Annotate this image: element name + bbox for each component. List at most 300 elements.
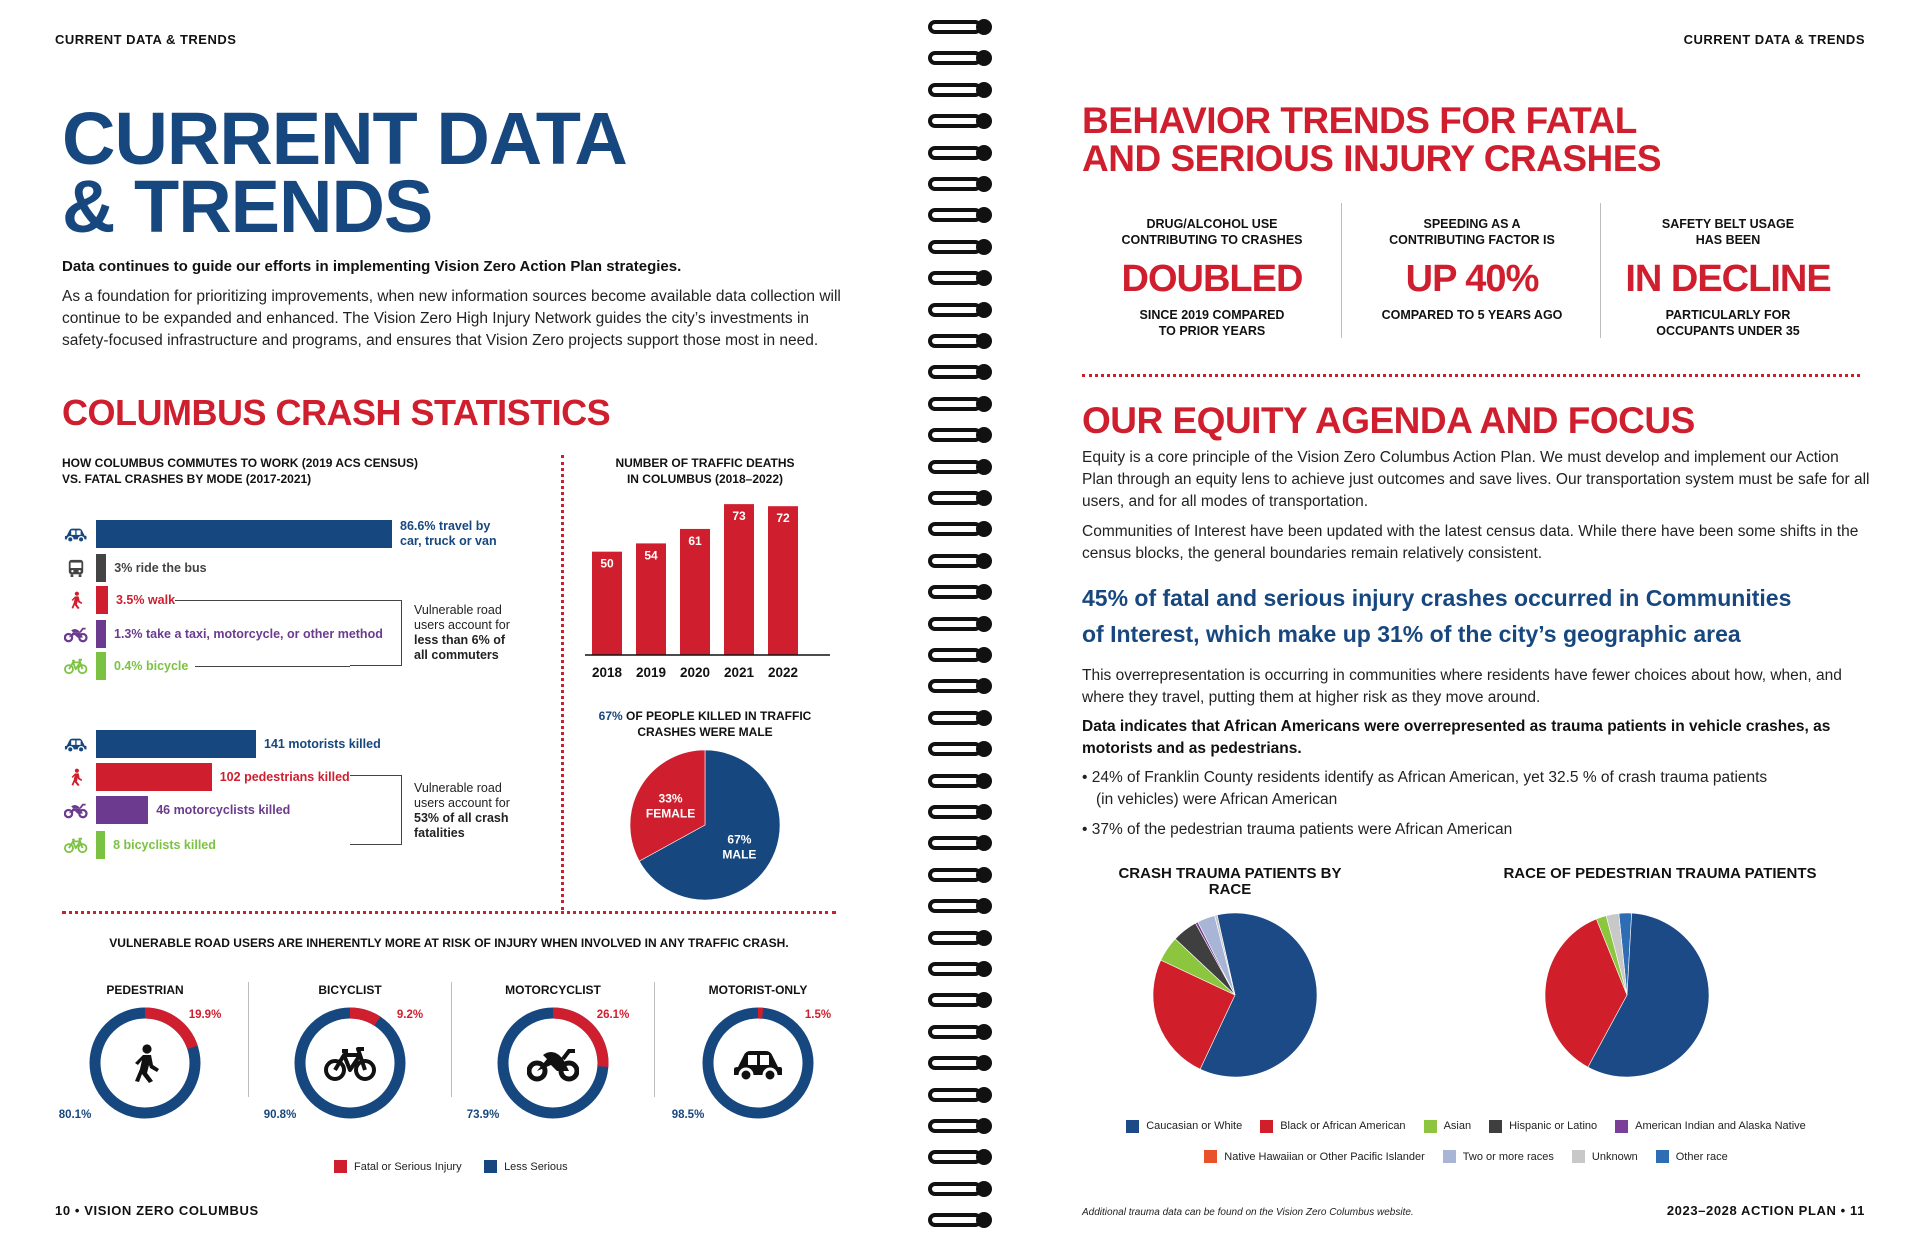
fatalities-bar [96, 730, 256, 758]
binding-ring [928, 458, 992, 476]
death-bar [724, 504, 754, 655]
pedestrian-icon [62, 590, 90, 610]
legend-less-serious [484, 1160, 568, 1173]
binding-ring [928, 81, 992, 99]
behavior-sub-line: SINCE 2019 COMPARED [1139, 308, 1285, 322]
commute-bar-label [114, 561, 206, 576]
death-bar-year: 2019 [635, 665, 667, 680]
ring-loop [928, 146, 982, 160]
binding-ring [928, 1180, 992, 1198]
binding-ring [928, 301, 992, 319]
communities-stat-line-1: 45% of fatal and serious injury crashes occurred in Communities [1082, 585, 1792, 611]
pedestrian-icon [62, 767, 90, 787]
legend-swatch [1656, 1150, 1669, 1163]
divider [1341, 203, 1342, 338]
vulnerable-users-title: VULNERABLE ROAD USERS ARE INHERENTLY MORE AT RISK OF INJURY WHEN INVOLVED IN ANY TRAFFIC CRASH. [109, 936, 789, 950]
ring-loop [928, 1213, 982, 1227]
ring-hole [976, 804, 992, 820]
binding-ring [928, 1117, 992, 1135]
binding-ring [928, 583, 992, 601]
death-bar-value: 54 [644, 548, 658, 563]
ring-hole [976, 1118, 992, 1134]
ring-loop [928, 428, 982, 442]
behavior-sub-line: COMPARED TO 5 YEARS AGO [1381, 308, 1563, 322]
binding-ring [928, 520, 992, 538]
commute-bar [96, 554, 106, 582]
ring-hole [976, 992, 992, 1008]
ring-hole [976, 364, 992, 380]
ring-hole [976, 898, 992, 914]
ring-loop [928, 271, 982, 285]
ring-loop [928, 83, 982, 97]
binding-ring [928, 1148, 992, 1166]
commute-row [62, 588, 175, 612]
donut-fatal-label: 1.5% [804, 1009, 832, 1021]
legend-swatch [1572, 1150, 1585, 1163]
ring-hole [976, 239, 992, 255]
race-legend-item [1260, 1112, 1405, 1140]
divider [654, 982, 655, 1097]
behavior-stat-value: IN DECLINE [1625, 258, 1831, 300]
behavior-stat-value: DOUBLED [1121, 258, 1303, 300]
legend-fatal [334, 1160, 462, 1173]
pedestrian-race-title: RACE OF PEDESTRIAN TRAUMA PATIENTS [1503, 865, 1817, 882]
ring-loop [928, 585, 982, 599]
binding-ring [928, 866, 992, 884]
ring-loop [928, 711, 982, 725]
pedestrian-icon [115, 1041, 175, 1085]
behavior-stat-value: UP 40% [1405, 258, 1539, 300]
leader-line [175, 600, 350, 601]
ring-hole [976, 1055, 992, 1071]
binding-ring [928, 552, 992, 570]
column-divider [561, 455, 564, 910]
commute-title-line-2: VS. FATAL CRASHES BY MODE (2017-2021) [62, 472, 312, 486]
legend-swatch [1424, 1120, 1437, 1133]
death-bar [768, 506, 798, 655]
pie-slice-percent: 67% [727, 832, 752, 847]
legend-swatch [1615, 1120, 1628, 1133]
behavior-heading-line: SAFETY BELT USAGE [1661, 217, 1795, 231]
fatalities-row [62, 798, 290, 822]
ring-loop [928, 805, 982, 819]
legend-swatch [334, 1160, 347, 1173]
ring-hole [976, 333, 992, 349]
ring-hole [976, 930, 992, 946]
leader-line [195, 666, 350, 667]
fatalities-row [62, 765, 350, 789]
legend-swatch [1126, 1120, 1139, 1133]
donut-fatal-label: 19.9% [188, 1009, 222, 1021]
ring-hole [976, 961, 992, 977]
overrepresentation-paragraph: This overrepresentation is occurring in communities where residents have fewer choices about how, when, and where they travel, putting them at higher risk as they move around. [1082, 667, 1842, 706]
death-bar-year: 2018 [591, 665, 623, 680]
race-legend-item [1424, 1112, 1472, 1140]
donut-less-label: 90.8% [263, 1109, 297, 1121]
bicycle-icon [62, 656, 90, 676]
death-bar-year: 2021 [723, 665, 755, 680]
donut-less-label: 80.1% [58, 1109, 92, 1121]
ring-hole [976, 490, 992, 506]
car-icon [62, 734, 90, 754]
commute-bar-label [114, 659, 188, 674]
binding-ring [928, 1086, 992, 1104]
ring-hole [976, 773, 992, 789]
legend-label: Black or African American [1280, 1120, 1406, 1132]
behavior-heading-line: HAS BEEN [1695, 233, 1761, 247]
binding-ring [928, 489, 992, 507]
crash-trauma-race-pie-chart [1150, 895, 1320, 1095]
commute-bar-label-line: car, truck or van [400, 534, 497, 548]
commute-title-line-1: HOW COLUMBUS COMMUTES TO WORK (2019 ACS CENSUS) [62, 456, 419, 470]
page-footer: 10 • VISION ZERO COLUMBUS [55, 1203, 259, 1218]
commute-bar [96, 586, 108, 614]
male-pie-title-pct: 67% [598, 709, 623, 723]
ring-loop [928, 1025, 982, 1039]
ring-hole [976, 616, 992, 632]
race-legend-item [1443, 1143, 1554, 1171]
fatalities-note-line: Vulnerable road [414, 781, 502, 795]
binding-ring [928, 144, 992, 162]
data-indicates-text: Data indicates that African Americans were overrepresented as trauma patients in vehicle crashes, as motorists and as pedestrians. [1082, 718, 1831, 757]
ring-loop [928, 648, 982, 662]
bullet-1-line-1: • 24% of Franklin County residents identify as African American, yet 32.5 % of crash trauma patients [1082, 769, 1768, 786]
binding-ring [928, 175, 992, 193]
commute-bar-label-line: 3% ride the bus [114, 560, 207, 575]
donut-title: MOTORCYCLIST [505, 983, 601, 997]
ring-hole [976, 553, 992, 569]
behavior-stat-subtext [1342, 307, 1602, 323]
fatalities-note-line: users account for [414, 796, 510, 810]
ring-hole [976, 1212, 992, 1228]
binding-ring [928, 1211, 992, 1229]
ring-loop [928, 899, 982, 913]
legend-swatch [1443, 1150, 1456, 1163]
ring-hole [976, 521, 992, 537]
ring-hole [976, 207, 992, 223]
pie-slice-name: MALE [722, 847, 757, 862]
binding-ring [928, 740, 992, 758]
motorcycle-icon [62, 624, 90, 644]
ring-hole [976, 1024, 992, 1040]
commute-note-line: all commuters [414, 648, 499, 662]
deaths-chart-title [580, 455, 830, 487]
legend-label: Native Hawaiian or Other Pacific Islander [1224, 1150, 1425, 1163]
commute-note [414, 603, 510, 663]
behavior-sub-line: OCCUPANTS UNDER 35 [1656, 324, 1800, 338]
ring-loop [928, 460, 982, 474]
behavior-stat-subtext [1598, 307, 1858, 339]
pie-slice-percent: 33% [658, 791, 683, 806]
commute-bar-label-line: 0.4% bicycle [114, 658, 189, 673]
car-icon [728, 1041, 788, 1085]
ring-loop [928, 208, 982, 222]
ring-hole [976, 741, 992, 757]
binding-ring [928, 332, 992, 350]
behavior-heading-line: CONTRIBUTING FACTOR IS [1389, 233, 1555, 247]
ring-hole [976, 302, 992, 318]
ring-loop [928, 177, 982, 191]
binding-ring [928, 238, 992, 256]
running-header: CURRENT DATA & TRENDS [55, 32, 237, 47]
commute-bar-label-line: 3.5% walk [115, 592, 176, 607]
ring-hole [976, 1087, 992, 1103]
male-pie-title-line-1: OF PEOPLE KILLED IN TRAFFIC [622, 709, 812, 723]
commute-bar [96, 520, 392, 548]
ring-loop [928, 836, 982, 850]
bicycle-icon [320, 1041, 380, 1085]
section-divider [1082, 374, 1860, 377]
fatalities-bar [96, 796, 148, 824]
ring-loop [928, 303, 982, 317]
fatalities-bracket [350, 775, 402, 845]
legend-label: Other race [1675, 1150, 1728, 1163]
ring-hole [976, 270, 992, 286]
behavior-stat-heading [1342, 216, 1602, 248]
death-bar-value: 72 [776, 511, 790, 526]
behavior-heading-line-1: BEHAVIOR TRENDS FOR FATAL [1082, 100, 1637, 141]
bicycle-icon [62, 835, 90, 855]
commute-note-line: Vulnerable road [414, 603, 502, 617]
ring-loop [928, 774, 982, 788]
ring-loop [928, 1182, 982, 1196]
binding-ring [928, 834, 992, 852]
binding-ring [928, 395, 992, 413]
running-header: CURRENT DATA & TRENDS [1683, 32, 1865, 47]
fatalities-bar-label: 46 motorcyclists killed [156, 802, 291, 817]
section-divider [62, 911, 836, 914]
death-bar-year: 2020 [679, 665, 711, 680]
race-legend-item [1204, 1143, 1425, 1171]
ring-loop [928, 334, 982, 348]
commute-row [62, 519, 497, 548]
page-title [62, 97, 627, 248]
ring-loop [928, 240, 982, 254]
race-legend-item [1489, 1112, 1597, 1140]
behavior-stat-heading [1598, 216, 1858, 248]
ring-hole [976, 867, 992, 883]
binding-ring [928, 49, 992, 67]
death-bar-year: 2022 [767, 665, 799, 680]
communities-stat-line-2: of Interest, which make up 31% of the city’s geographic area [1082, 621, 1741, 647]
motorcycle-icon [523, 1041, 583, 1085]
equity-paragraph-1: Equity is a core principle of the Vision Zero Columbus Action Plan. We must develop and implement our Action Plan through an equity lens to achieve just outcomes and save lives. Our transportation system must be safe for all users, and for all modes of transportation. [1082, 449, 1870, 510]
divider [1600, 203, 1601, 338]
binding-ring [928, 363, 992, 381]
deaths-title-line-2: IN COLUMBUS (2018–2022) [626, 472, 784, 486]
male-pie-title-line-2: CRASHES WERE MALE [637, 725, 773, 739]
ring-hole [976, 1181, 992, 1197]
page-title-line-1: CURRENT DATA [62, 97, 627, 180]
communities-stat [1082, 580, 1791, 652]
equity-heading: OUR EQUITY AGENDA AND FOCUS [1082, 400, 1695, 441]
fatalities-row [62, 833, 216, 857]
donut-less-label: 98.5% [671, 1109, 705, 1121]
fatalities-note-line: fatalities [414, 826, 465, 840]
legend-swatch [1204, 1150, 1217, 1163]
footnote: Additional trauma data can be found on the Vision Zero Columbus website. [1082, 1207, 1414, 1218]
pie-slice-name: FEMALE [645, 806, 696, 821]
fatalities-note-line: 53% of all crash [414, 811, 509, 825]
page-title-line-2: & TRENDS [62, 165, 433, 248]
ring-hole [976, 459, 992, 475]
binding-ring [928, 269, 992, 287]
commute-row [62, 654, 188, 678]
ring-loop [928, 617, 982, 631]
behavior-stat [1598, 216, 1858, 339]
ring-hole [976, 113, 992, 129]
commute-bar [96, 652, 106, 680]
ring-loop [928, 491, 982, 505]
ring-hole [976, 1149, 992, 1165]
legend-label: Two or more races [1462, 1150, 1554, 1163]
legend-label: Fatal or Serious Injury [354, 1160, 462, 1173]
crash-statistics-heading: COLUMBUS CRASH STATISTICS [62, 392, 611, 433]
ring-hole [976, 584, 992, 600]
race-legend-item [1572, 1143, 1638, 1171]
ring-hole [976, 678, 992, 694]
legend-label: Unknown [1591, 1150, 1638, 1163]
death-bar-value: 50 [600, 556, 614, 571]
pedestrian-trauma-race-pie-chart [1542, 895, 1712, 1095]
ring-loop [928, 114, 982, 128]
legend-label: Asian [1443, 1120, 1472, 1132]
ring-hole [976, 396, 992, 412]
ring-loop [928, 931, 982, 945]
binding-ring [928, 1023, 992, 1041]
race-legend [1090, 1112, 1860, 1173]
traffic-deaths-bar-chart [580, 490, 840, 685]
ring-hole [976, 835, 992, 851]
bullet-2: • 37% of the pedestrian trauma patients were African American [1082, 821, 1513, 838]
legend-label: Hispanic or Latino [1509, 1120, 1598, 1132]
divider [451, 982, 452, 1097]
ring-hole [976, 427, 992, 443]
fatalities-row [62, 732, 381, 756]
fatalities-bar-label: 8 bicyclists killed [113, 837, 216, 852]
commute-bar-label-line: 86.6% travel by [400, 519, 491, 533]
ring-loop [928, 1119, 982, 1133]
male-pie-title [570, 708, 840, 740]
donut-title: PEDESTRIAN [106, 983, 184, 997]
race-legend-item [1656, 1143, 1728, 1171]
behavior-stat-subtext [1082, 307, 1342, 339]
bullet-1 [1082, 767, 1767, 811]
bus-icon [62, 558, 90, 578]
binding-ring [928, 426, 992, 444]
commute-note-line: users account for [414, 618, 510, 632]
commute-bar-label [114, 627, 383, 642]
ring-loop [928, 1056, 982, 1070]
ring-loop [928, 868, 982, 882]
ring-loop [928, 51, 982, 65]
behavior-stat [1342, 216, 1602, 323]
ring-loop [928, 679, 982, 693]
car-icon [62, 524, 90, 544]
race-legend-item [1126, 1112, 1242, 1140]
fatalities-bar-label: 102 pedestrians killed [219, 769, 350, 784]
legend-label: American Indian and Alaska Native [1635, 1120, 1806, 1132]
equity-paragraph-2: Communities of Interest have been updated with the latest census data. While there have been some shifts in the census blocks, the general boundaries remain relatively consistent. [1082, 523, 1859, 562]
intro-paragraph: As a foundation for prioritizing improvements, when new information sources become available data collection will continue to be expanded and enhanced. The Vision Zero High Injury Network guides the city’s investments in safety-focused infrastructure and programs, and ensures that Vision Zero projects support those most in need. [62, 288, 841, 349]
binding-ring [928, 803, 992, 821]
binding-ring [928, 112, 992, 130]
right-page [1020, 0, 1920, 1244]
ring-hole [976, 710, 992, 726]
ring-hole [976, 82, 992, 98]
commute-row [62, 556, 207, 580]
legend-swatch [484, 1160, 497, 1173]
behavior-stat [1082, 216, 1342, 339]
left-page [0, 0, 900, 1244]
ring-loop [928, 365, 982, 379]
ring-loop [928, 554, 982, 568]
ring-hole [976, 50, 992, 66]
page-footer: 2023–2028 ACTION PLAN • 11 [1666, 1203, 1865, 1218]
ring-loop [928, 397, 982, 411]
binding-ring [928, 772, 992, 790]
donut-title: MOTORIST-ONLY [708, 983, 808, 997]
commute-bar-label [116, 593, 175, 608]
commute-bar-label-line: 1.3% take a taxi, motorcycle, or other method [114, 626, 383, 641]
binding-ring [928, 206, 992, 224]
binding-ring [928, 709, 992, 727]
legend-swatch [1489, 1120, 1502, 1133]
donut-title: BICYCLIST [318, 983, 382, 997]
motorcycle-icon [62, 800, 90, 820]
behavior-heading [1082, 102, 1661, 178]
commute-note-line: less than 6% of [414, 633, 505, 647]
binding-ring [928, 991, 992, 1009]
donut-fatal-label: 26.1% [596, 1009, 630, 1021]
donut-legend [334, 1160, 586, 1178]
legend-label: Caucasian or White [1146, 1120, 1243, 1132]
ring-hole [976, 647, 992, 663]
ring-hole [976, 176, 992, 192]
behavior-stat-heading [1082, 216, 1342, 248]
binding-ring [928, 960, 992, 978]
death-bar-value: 73 [732, 509, 746, 524]
binding-ring [928, 677, 992, 695]
ring-loop [928, 962, 982, 976]
fatalities-bar [96, 831, 105, 859]
donut-fatal-label: 9.2% [396, 1009, 424, 1021]
lead-text: Data continues to guide our efforts in implementing Vision Zero Action Plan strategies. [62, 258, 682, 275]
behavior-heading-line-2: AND SERIOUS INJURY CRASHES [1082, 138, 1662, 179]
fatalities-bar [96, 763, 212, 791]
binding-ring [928, 897, 992, 915]
ring-loop [928, 20, 982, 34]
binding-ring [928, 646, 992, 664]
binding-ring [928, 615, 992, 633]
bullet-1-line-2: (in vehicles) were African American [1096, 791, 1338, 808]
commute-chart-title [62, 455, 418, 487]
divider [248, 982, 249, 1097]
ring-loop [928, 1088, 982, 1102]
behavior-sub-line: TO PRIOR YEARS [1158, 324, 1266, 338]
crash-race-title: CRASH TRAUMA PATIENTS BY RACE [1118, 865, 1342, 898]
ring-loop [928, 1150, 982, 1164]
commute-bar-label [400, 519, 497, 549]
binding-ring [928, 929, 992, 947]
behavior-heading-line: SPEEDING AS A [1423, 217, 1521, 231]
fatalities-note [414, 781, 510, 841]
legend-swatch [1260, 1120, 1273, 1133]
commute-bracket [350, 600, 402, 666]
gender-pie-chart [625, 745, 785, 905]
ring-loop [928, 993, 982, 1007]
ring-hole [976, 145, 992, 161]
